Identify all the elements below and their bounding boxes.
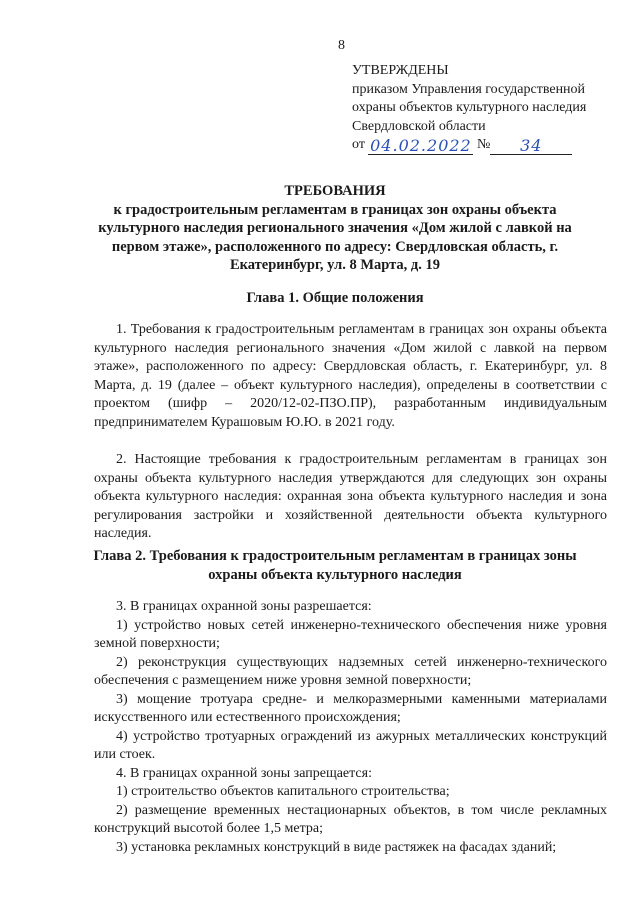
list-item: 3) мощение тротуара средне- и мелкоразмерными каменными материалами искусственного или естественного происхождения; [94, 691, 607, 725]
approval-line: охраны объектов культурного наследия [352, 100, 587, 115]
list-item: 4. В границах охранной зоны запрещается: [116, 765, 372, 781]
chapter-1-heading: Глава 1. Общие положения [246, 290, 424, 306]
number-prefix: № [476, 137, 491, 152]
chapter-2-heading [85, 547, 585, 584]
approval-block [352, 62, 622, 155]
list-item: 2) размещение временных нестационарных объектов, в том числе рекламных конструкций высотой более 1,5 метра; [94, 802, 607, 836]
approval-line: приказом Управления государственной [352, 81, 586, 97]
handwritten-date: 04.02.2022 [370, 135, 472, 155]
approval-date-number-line [352, 136, 622, 155]
paragraph-1: 1. Требования к градостроительным регламентам в границах зон охраны объекта культурного наследия регионального значения «Дом жилой с лавкой на первом этаже», расположенного по адресу: Свердловская область, г. Екатеринбург, ул. 8 Марта, д. 19 (далее – объект культурного наследия), определены в соответствии с проектом (шифр – 2020/12-02-ПЗО.ПР), разработанным индивидуальным предпринимателем Курашовым Ю.Ю. в 2021 году. [94, 322, 607, 430]
chapter-2-heading-line: Глава 2. Требования к градостроительным регламентам в границах зоны [93, 548, 577, 564]
handwritten-number: 34 [490, 138, 572, 155]
list-item: 3) установка рекламных конструкций в виде растяжек на фасадах зданий; [116, 839, 557, 855]
title-subtitle: к градостроительным регламентам в границах зон охраны объекта культурного наследия регионального значения «Дом жилой с лавкой на первом этаже», расположенного по адресу: Свердловская область, г. Екатеринбург, ул. 8 Марта, д. 19 [98, 201, 572, 273]
approval-line: Свердловской области [352, 118, 486, 134]
list-item: 1) устройство новых сетей инженерно-технического обеспечения ниже уровня земной поверхности; [94, 617, 607, 651]
chapter-2-list [94, 598, 607, 857]
page-number: 8 [338, 38, 345, 53]
list-item: 3. В границах охранной зоны разрешается: [116, 599, 372, 614]
document-title [95, 182, 575, 275]
list-item: 4) устройство тротуарных ограждений из ажурных металлических конструкций или стоек. [94, 728, 607, 762]
approval-heading: УТВЕРЖДЕНЫ [352, 63, 449, 78]
chapter-2-heading-line: охраны объекта культурного наследия [208, 566, 462, 583]
list-item: 1) строительство объектов капитального строительства; [116, 784, 450, 799]
list-item: 2) реконструкция существующих надземных сетей инженерно-технического обеспечения с размещением ниже уровня земной поверхности; [94, 654, 607, 688]
paragraph-2: 2. Настоящие требования к градостроительным регламентам в границах зон охраны объекта культурного наследия утверждаются для следующих зон охраны объекта культурного наследия: охранная зона объекта культурного наследия и зона регулирования застройки и хозяйственной деятельности объекта культурного наследия. [94, 452, 607, 541]
date-prefix: от [352, 137, 365, 152]
title-heading: ТРЕБОВАНИЯ [284, 183, 386, 199]
